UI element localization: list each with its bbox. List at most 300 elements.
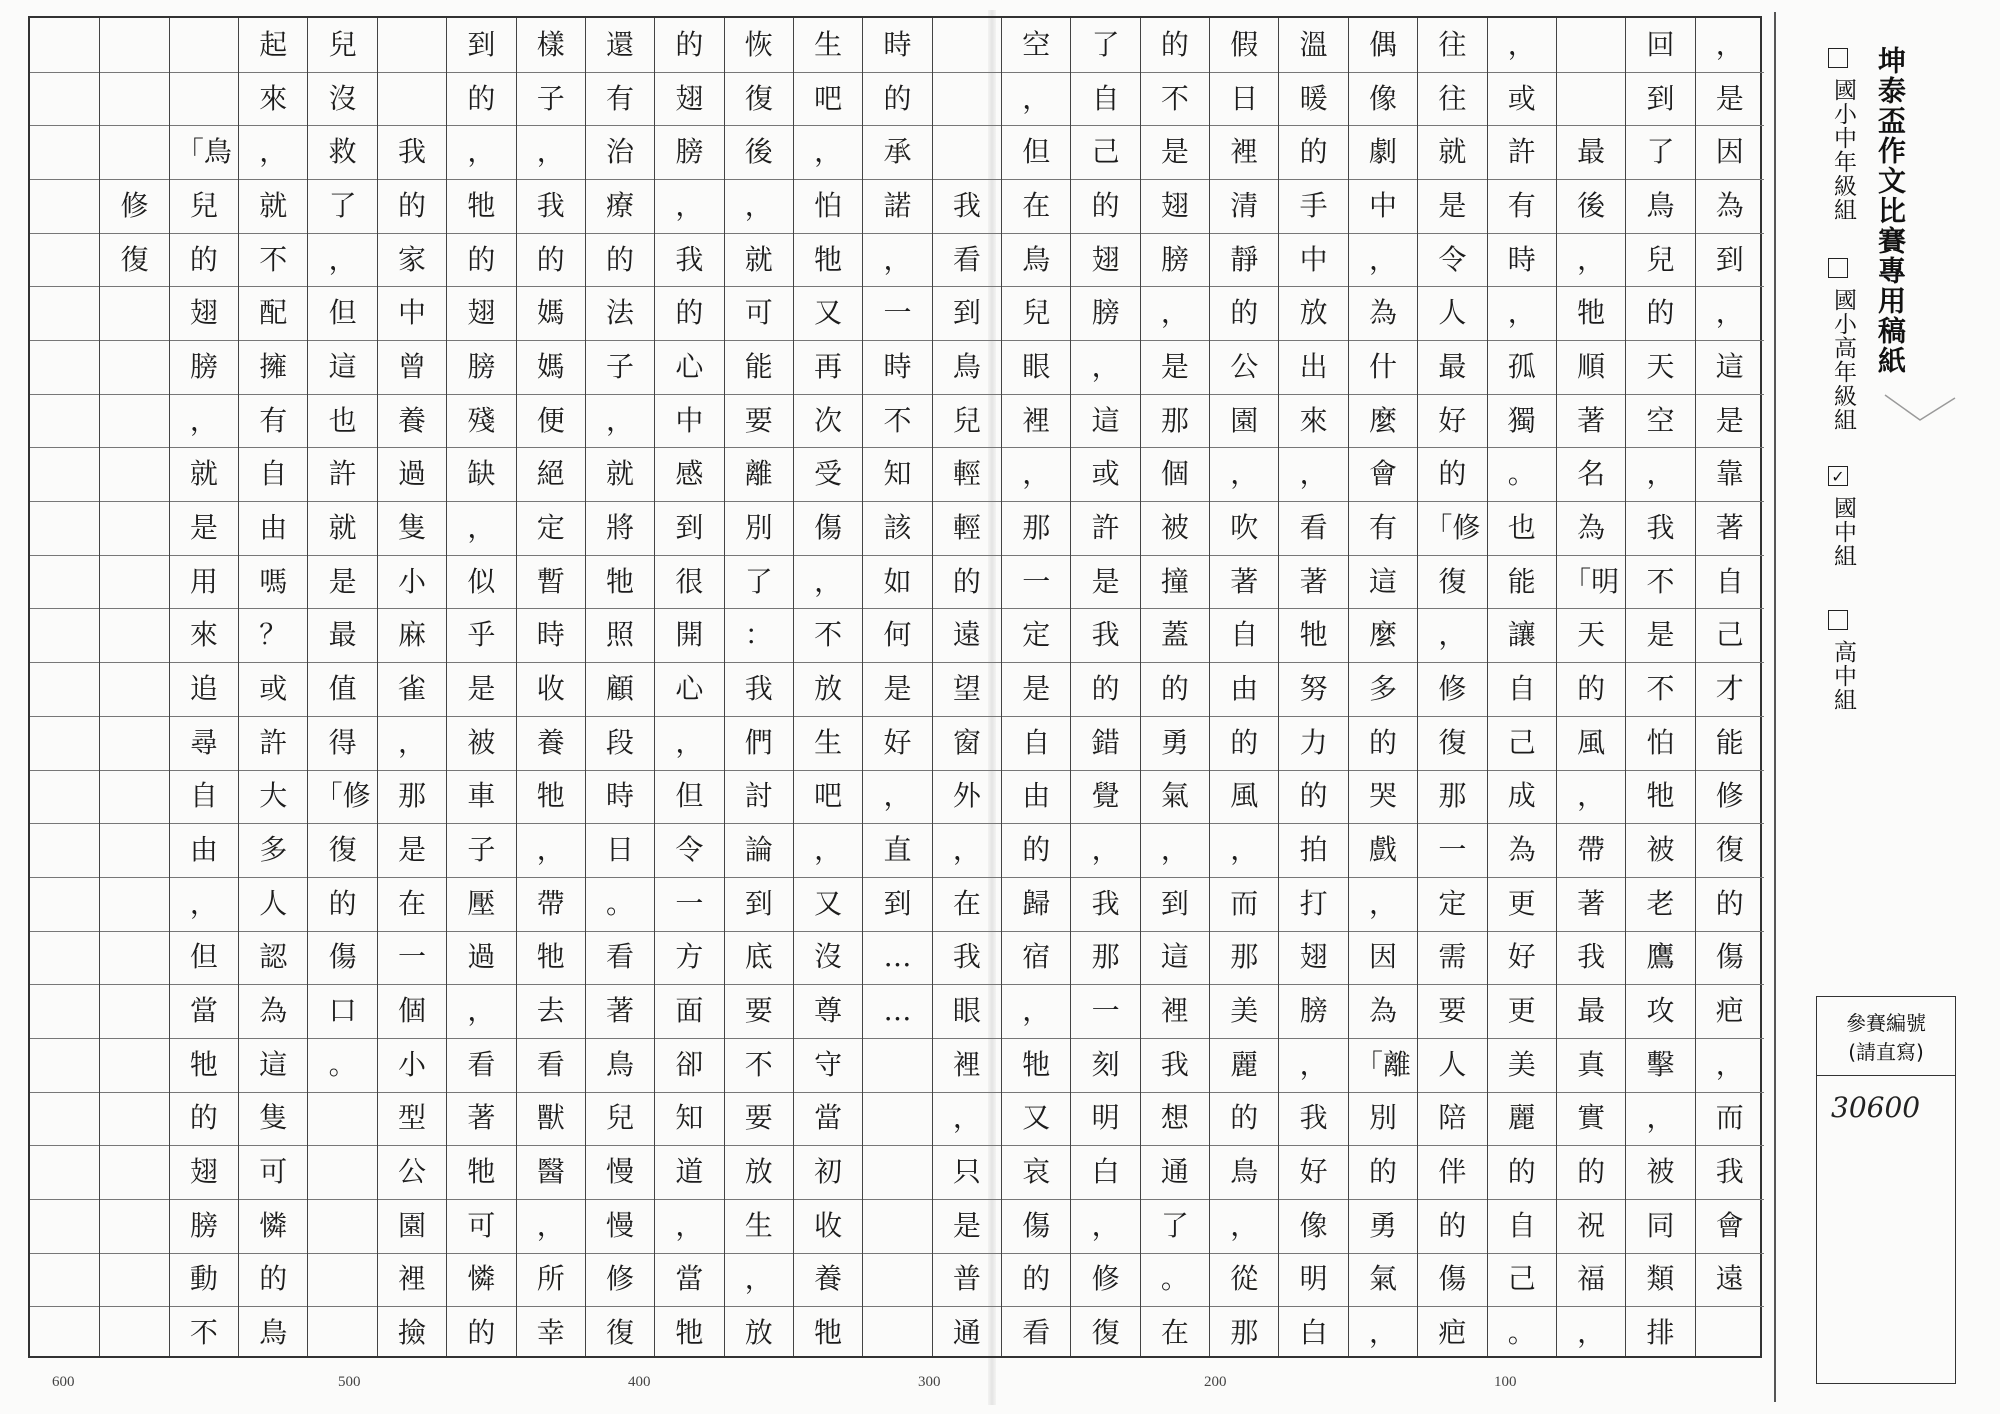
grid-cell bbox=[100, 286, 168, 340]
grid-cell: 看 bbox=[952, 242, 981, 276]
grid-cell bbox=[863, 1199, 931, 1253]
grid-cell: 的 bbox=[189, 242, 218, 276]
grid-cell: 修 bbox=[1715, 779, 1744, 813]
grid-cell: 。 bbox=[1160, 1262, 1189, 1296]
grid-cell: 。 bbox=[1507, 457, 1536, 491]
grid-cell: … bbox=[883, 994, 912, 1028]
grid-cell: 或 bbox=[1091, 457, 1120, 491]
grid-cell: ， bbox=[467, 135, 496, 169]
grid-cell: 通 bbox=[952, 1316, 981, 1350]
grid-cell: ， bbox=[467, 994, 496, 1028]
grid-cell: 往 bbox=[1438, 27, 1467, 61]
grid-cell bbox=[100, 1253, 168, 1307]
grid-cell: 由 bbox=[1230, 671, 1259, 705]
checkbox-checked[interactable]: ✓ bbox=[1828, 466, 1848, 486]
grid-cell: 名 bbox=[1577, 457, 1606, 491]
grid-cell: 空 bbox=[1022, 27, 1051, 61]
grid-cell: 「修 bbox=[314, 779, 371, 813]
grid-cell: 雀 bbox=[397, 671, 426, 705]
grid-cell: 的 bbox=[1646, 296, 1675, 330]
grid-cell: 翅 bbox=[1299, 940, 1328, 974]
grid-cell: 一 bbox=[883, 296, 912, 330]
grid-cell: 牠 bbox=[536, 940, 565, 974]
grid-cell: 出 bbox=[1299, 349, 1328, 383]
grid-cell: 天 bbox=[1577, 618, 1606, 652]
grid-cell: 一 bbox=[397, 940, 426, 974]
grid-cell: 牠 bbox=[189, 1047, 218, 1081]
grid-cell: 配 bbox=[259, 296, 288, 330]
checkbox[interactable] bbox=[1828, 258, 1848, 278]
grid-cell: 膀 bbox=[675, 135, 704, 169]
footer-counter-300: 300 bbox=[918, 1374, 941, 1390]
option-elementary-upper[interactable] bbox=[1818, 258, 1858, 432]
grid-cell bbox=[30, 931, 99, 985]
grid-cell: 園 bbox=[1230, 403, 1259, 437]
grid-cell: 但 bbox=[189, 940, 218, 974]
grid-cell: 多 bbox=[1369, 671, 1398, 705]
grid-cell: 祝 bbox=[1577, 1208, 1606, 1242]
grid-cell: 那 bbox=[1022, 510, 1051, 544]
grid-cell: 我 bbox=[536, 188, 565, 222]
grid-cell: 公 bbox=[1230, 349, 1259, 383]
grid-cell: 中 bbox=[1369, 188, 1398, 222]
grid-cell: 擊 bbox=[1646, 1047, 1675, 1081]
option-senior-high[interactable] bbox=[1818, 610, 1858, 712]
grid-cell: 美 bbox=[1507, 1047, 1536, 1081]
grid-cell: 可 bbox=[744, 296, 773, 330]
footer-counter-600: 600 bbox=[52, 1374, 75, 1390]
grid-cell bbox=[100, 18, 168, 72]
grid-cell: 麗 bbox=[1230, 1047, 1259, 1081]
grid-column bbox=[1556, 18, 1625, 1356]
grid-cell bbox=[308, 1306, 376, 1360]
grid-cell bbox=[308, 1092, 376, 1146]
grid-cell: 兒 bbox=[952, 403, 981, 437]
grid-cell: 或 bbox=[259, 671, 288, 705]
grid-cell: 膀 bbox=[189, 349, 218, 383]
grid-column bbox=[307, 18, 376, 1356]
grid-cell: 兒 bbox=[606, 1101, 635, 1135]
grid-cell: 老 bbox=[1646, 886, 1675, 920]
grid-cell: 時 bbox=[536, 618, 565, 652]
grid-cell: ， bbox=[536, 833, 565, 867]
entry-number-header bbox=[1817, 997, 1955, 1076]
grid-cell bbox=[30, 233, 99, 287]
option-elementary-middle[interactable] bbox=[1818, 48, 1858, 222]
grid-cell: 許 bbox=[1507, 135, 1536, 169]
grid-cell: 翅 bbox=[675, 81, 704, 115]
grid-cell: 帶 bbox=[1577, 833, 1606, 867]
grid-cell: 是 bbox=[328, 564, 357, 598]
grid-cell: 也 bbox=[328, 403, 357, 437]
grid-cell: 的 bbox=[397, 188, 426, 222]
grid-cell: 才 bbox=[1715, 671, 1744, 705]
grid-cell: 。 bbox=[328, 1047, 357, 1081]
grid-cell: ， bbox=[606, 403, 635, 437]
grid-cell: 底 bbox=[744, 940, 773, 974]
grid-cell: 鷹 bbox=[1646, 940, 1675, 974]
grid-cell: 面 bbox=[675, 994, 704, 1028]
grid-cell: ， bbox=[1438, 618, 1467, 652]
grid-cell: 勇 bbox=[1369, 1208, 1398, 1242]
grid-cell: 遠 bbox=[952, 618, 981, 652]
grid-cell bbox=[863, 1092, 931, 1146]
grid-cell: 最 bbox=[1577, 135, 1606, 169]
grid-cell: ， bbox=[1577, 242, 1606, 276]
grid-cell: 更 bbox=[1507, 886, 1536, 920]
grid-cell: ， bbox=[1299, 1047, 1328, 1081]
grid-cell: 很 bbox=[675, 564, 704, 598]
grid-cell bbox=[30, 447, 99, 501]
grid-cell: 到 bbox=[744, 886, 773, 920]
grid-cell: 傷 bbox=[814, 510, 843, 544]
grid-cell: 哭 bbox=[1369, 779, 1398, 813]
grid-column bbox=[585, 18, 654, 1356]
grid-cell: 這 bbox=[1369, 564, 1398, 598]
grid-cell: 美 bbox=[1230, 994, 1259, 1028]
grid-column bbox=[30, 18, 99, 1356]
grid-cell: 還 bbox=[606, 27, 635, 61]
grid-cell: 。 bbox=[606, 886, 635, 920]
grid-cell: 被 bbox=[467, 725, 496, 759]
grid-cell: 生 bbox=[814, 725, 843, 759]
grid-cell: 沒 bbox=[814, 940, 843, 974]
grid-cell: 的 bbox=[1299, 135, 1328, 169]
grid-cell bbox=[30, 340, 99, 394]
grid-cell bbox=[30, 1253, 99, 1307]
grid-cell: 開 bbox=[675, 618, 704, 652]
grid-cell: 的 bbox=[1438, 457, 1467, 491]
grid-cell: ， bbox=[1160, 833, 1189, 867]
grid-cell: 吹 bbox=[1230, 510, 1259, 544]
grid-cell bbox=[100, 447, 168, 501]
grid-cell: 就 bbox=[1438, 135, 1467, 169]
grid-cell: ， bbox=[1091, 349, 1120, 383]
grid-cell: ， bbox=[1022, 457, 1051, 491]
grid-cell bbox=[863, 1253, 931, 1307]
grid-cell: 日 bbox=[1230, 81, 1259, 115]
grid-cell: 自 bbox=[189, 779, 218, 813]
grid-cell: 帶 bbox=[536, 886, 565, 920]
grid-cell: 靜 bbox=[1230, 242, 1259, 276]
grid-cell bbox=[100, 608, 168, 662]
grid-cell: 己 bbox=[1715, 618, 1744, 652]
grid-cell: 能 bbox=[1507, 564, 1536, 598]
grid-cell: 吧 bbox=[814, 779, 843, 813]
grid-cell: 鳥 bbox=[259, 1316, 288, 1350]
grid-cell: 的 bbox=[675, 296, 704, 330]
grid-cell: ， bbox=[952, 1101, 981, 1135]
grid-cell: 初 bbox=[814, 1155, 843, 1189]
grid-cell: 小 bbox=[397, 564, 426, 598]
grid-cell: 翅 bbox=[189, 296, 218, 330]
grid-cell: 獸 bbox=[536, 1101, 565, 1135]
grid-cell: ， bbox=[1646, 1101, 1675, 1135]
grid-cell: 復 bbox=[1438, 725, 1467, 759]
grid-cell: 著 bbox=[1299, 564, 1328, 598]
grid-cell: ， bbox=[1369, 1316, 1398, 1350]
grid-cell: 回 bbox=[1646, 27, 1675, 61]
grid-cell: 戲 bbox=[1369, 833, 1398, 867]
grid-cell: 的 bbox=[189, 1101, 218, 1135]
grid-cell: 一 bbox=[675, 886, 704, 920]
grid-cell: ， bbox=[814, 135, 843, 169]
grid-cell bbox=[100, 394, 168, 448]
grid-cell: 這 bbox=[1160, 940, 1189, 974]
grid-column bbox=[724, 18, 793, 1356]
grid-cell: 幸 bbox=[536, 1316, 565, 1350]
grid-cell: 像 bbox=[1369, 81, 1398, 115]
grid-cell: 到 bbox=[1715, 242, 1744, 276]
grid-cell: 這 bbox=[1715, 349, 1744, 383]
grid-cell: 去 bbox=[536, 994, 565, 1028]
grid-cell: 鳥 bbox=[606, 1047, 635, 1081]
grid-cell bbox=[863, 1306, 931, 1360]
grid-cell: 好 bbox=[1438, 403, 1467, 437]
footer-counter-400: 400 bbox=[628, 1374, 651, 1390]
grid-cell: 翅 bbox=[1091, 242, 1120, 276]
option-junior-high[interactable] bbox=[1818, 466, 1858, 568]
grid-cell: 的 bbox=[883, 81, 912, 115]
grid-cell: ， bbox=[1160, 296, 1189, 330]
grid-cell: ， bbox=[189, 886, 218, 920]
grid-cell: 自 bbox=[259, 457, 288, 491]
grid-cell: ， bbox=[328, 242, 357, 276]
grid-cell: 沒 bbox=[328, 81, 357, 115]
grid-column bbox=[516, 18, 585, 1356]
grid-cell: 慢 bbox=[606, 1155, 635, 1189]
grid-cell: 暖 bbox=[1299, 81, 1328, 115]
grid-cell: 那 bbox=[1091, 940, 1120, 974]
grid-cell: 憐 bbox=[259, 1208, 288, 1242]
grid-cell: 風 bbox=[1577, 725, 1606, 759]
grid-cell: 牠 bbox=[536, 779, 565, 813]
grid-cell: 有 bbox=[1369, 510, 1398, 544]
grid-cell: 攻 bbox=[1646, 994, 1675, 1028]
grid-cell: ， bbox=[1230, 833, 1259, 867]
grid-cell: 許 bbox=[259, 725, 288, 759]
grid-cell: 起 bbox=[259, 27, 288, 61]
grid-cell: 是 bbox=[1022, 671, 1051, 705]
grid-cell: 到 bbox=[1160, 886, 1189, 920]
grid-cell: 由 bbox=[259, 510, 288, 544]
grid-cell: 大 bbox=[259, 779, 288, 813]
grid-cell bbox=[30, 286, 99, 340]
grid-cell: 刻 bbox=[1091, 1047, 1120, 1081]
grid-cell: 子 bbox=[467, 833, 496, 867]
grid-cell: 定 bbox=[1022, 618, 1051, 652]
grid-cell: … bbox=[883, 940, 912, 974]
grid-cell: 明 bbox=[1299, 1262, 1328, 1296]
grid-cell: 也 bbox=[1507, 510, 1536, 544]
grid-column bbox=[1070, 18, 1139, 1356]
grid-cell: 在 bbox=[1022, 188, 1051, 222]
grid-cell: 己 bbox=[1507, 1262, 1536, 1296]
grid-cell: 為 bbox=[1577, 510, 1606, 544]
grid-cell: 宿 bbox=[1022, 940, 1051, 974]
grid-cell: 自 bbox=[1507, 1208, 1536, 1242]
grid-cell: 心 bbox=[675, 671, 704, 705]
grid-cell bbox=[1557, 18, 1625, 72]
grid-cell: 白 bbox=[1091, 1155, 1120, 1189]
grid-cell: 何 bbox=[883, 618, 912, 652]
grid-cell: 只 bbox=[952, 1155, 981, 1189]
grid-cell: 好 bbox=[1299, 1155, 1328, 1189]
grid-cell: 福 bbox=[1577, 1262, 1606, 1296]
grid-cell: 傷 bbox=[328, 940, 357, 974]
grid-cell: 怕 bbox=[1646, 725, 1675, 759]
grid-cell bbox=[100, 340, 168, 394]
grid-cell: 獨 bbox=[1507, 403, 1536, 437]
grid-cell: 缺 bbox=[467, 457, 496, 491]
grid-cell: 心 bbox=[675, 349, 704, 383]
grid-cell: 復 bbox=[744, 81, 773, 115]
grid-cell bbox=[30, 662, 99, 716]
grid-cell: 的 bbox=[952, 564, 981, 598]
grid-cell: 類 bbox=[1646, 1262, 1675, 1296]
grid-cell: 手 bbox=[1299, 188, 1328, 222]
grid-cell: 動 bbox=[189, 1262, 218, 1296]
grid-cell: 到 bbox=[467, 27, 496, 61]
grid-cell: 的 bbox=[606, 242, 635, 276]
grid-cell: 值 bbox=[328, 671, 357, 705]
grid-column bbox=[1487, 18, 1556, 1356]
grid-cell bbox=[863, 1145, 931, 1199]
grid-cell: 「明 bbox=[1563, 564, 1620, 598]
grid-cell: 我 bbox=[1299, 1101, 1328, 1135]
grid-cell: 著 bbox=[1577, 886, 1606, 920]
grid-cell: 討 bbox=[744, 779, 773, 813]
grid-column bbox=[1140, 18, 1209, 1356]
checkbox[interactable] bbox=[1828, 48, 1848, 68]
grid-cell: 的 bbox=[467, 81, 496, 115]
grid-cell: 看 bbox=[606, 940, 635, 974]
grid-cell: 風 bbox=[1230, 779, 1259, 813]
grid-cell: 要 bbox=[744, 1101, 773, 1135]
grid-cell: 更 bbox=[1507, 994, 1536, 1028]
grid-cell: 時 bbox=[883, 27, 912, 61]
grid-cell: 。 bbox=[1507, 1316, 1536, 1350]
grid-cell: 的 bbox=[1577, 671, 1606, 705]
grid-cell: 直 bbox=[883, 833, 912, 867]
grid-cell bbox=[30, 984, 99, 1038]
grid-cell: 的 bbox=[1577, 1155, 1606, 1189]
option-label: 高中組 bbox=[1830, 640, 1856, 712]
grid-cell: 假 bbox=[1230, 27, 1259, 61]
entry-number-box bbox=[1816, 996, 1956, 1384]
grid-cell: 什 bbox=[1369, 349, 1398, 383]
grid-cell bbox=[100, 1092, 168, 1146]
grid-cell: 但 bbox=[675, 779, 704, 813]
grid-cell: 牠 bbox=[814, 242, 843, 276]
grid-cell: 為 bbox=[1369, 296, 1398, 330]
grid-cell: 勇 bbox=[1160, 725, 1189, 759]
grid-cell: 明 bbox=[1091, 1101, 1120, 1135]
grid-cell: 力 bbox=[1299, 725, 1328, 759]
grid-cell: 的 bbox=[1230, 725, 1259, 759]
grid-cell bbox=[100, 877, 168, 931]
grid-cell: ， bbox=[883, 779, 912, 813]
grid-cell: 我 bbox=[1646, 510, 1675, 544]
grid-cell: 有 bbox=[1507, 188, 1536, 222]
grid-cell: 不 bbox=[1646, 564, 1675, 598]
grid-cell: 己 bbox=[1091, 135, 1120, 169]
manuscript-grid bbox=[28, 16, 1762, 1358]
grid-cell: 會 bbox=[1369, 457, 1398, 491]
entry-number-value[interactable]: 30600 bbox=[1831, 1091, 1921, 1124]
grid-cell: 隻 bbox=[397, 510, 426, 544]
grid-cell: 是 bbox=[397, 833, 426, 867]
grid-cell: 天 bbox=[1646, 349, 1675, 383]
grid-cell: 守 bbox=[814, 1047, 843, 1081]
grid-column bbox=[654, 18, 723, 1356]
grid-cell: 就 bbox=[606, 457, 635, 491]
grid-cell: 用 bbox=[189, 564, 218, 598]
grid-cell bbox=[100, 72, 168, 126]
grid-cell: 隻 bbox=[259, 1101, 288, 1135]
grid-cell: 又 bbox=[1022, 1101, 1051, 1135]
grid-cell: 兒 bbox=[1646, 242, 1675, 276]
grid-cell: 的 bbox=[1230, 296, 1259, 330]
grid-cell: 得 bbox=[328, 725, 357, 759]
grid-cell: ， bbox=[744, 188, 773, 222]
grid-cell: 許 bbox=[1091, 510, 1120, 544]
grid-cell bbox=[1557, 72, 1625, 126]
grid-cell: 在 bbox=[952, 886, 981, 920]
grid-cell bbox=[100, 1199, 168, 1253]
grid-cell: 口 bbox=[328, 994, 357, 1028]
grid-cell: 生 bbox=[814, 27, 843, 61]
grid-cell bbox=[933, 18, 1001, 72]
grid-cell: 樣 bbox=[536, 27, 565, 61]
grid-cell: 公 bbox=[397, 1155, 426, 1189]
grid-cell: 了 bbox=[328, 188, 357, 222]
grid-cell: 最 bbox=[1577, 994, 1606, 1028]
grid-cell: 時 bbox=[883, 349, 912, 383]
grid-column bbox=[1417, 18, 1486, 1356]
grid-cell: 曾 bbox=[397, 349, 426, 383]
grid-cell: 卻 bbox=[675, 1047, 704, 1081]
grid-cell bbox=[100, 716, 168, 770]
grid-cell: 一 bbox=[1022, 564, 1051, 598]
grid-cell bbox=[30, 394, 99, 448]
grid-cell bbox=[100, 1038, 168, 1092]
grid-cell: 法 bbox=[606, 296, 635, 330]
checkbox[interactable] bbox=[1828, 610, 1848, 630]
grid-cell: 膀 bbox=[1160, 242, 1189, 276]
grid-cell: 膀 bbox=[189, 1208, 218, 1242]
grid-cell: 怕 bbox=[814, 188, 843, 222]
grid-cell: 裡 bbox=[1022, 403, 1051, 437]
grid-cell: 麗 bbox=[1507, 1101, 1536, 1135]
grid-cell: 的 bbox=[1022, 1262, 1051, 1296]
grid-cell: 了 bbox=[1646, 135, 1675, 169]
grid-cell: 慢 bbox=[606, 1208, 635, 1242]
grid-cell: ， bbox=[1507, 296, 1536, 330]
grid-cell: ， bbox=[1715, 27, 1744, 61]
grid-cell: 在 bbox=[397, 886, 426, 920]
grid-cell bbox=[933, 125, 1001, 179]
grid-cell: 段 bbox=[606, 725, 635, 759]
grid-cell: 人 bbox=[1438, 296, 1467, 330]
grid-cell: 牠 bbox=[467, 1155, 496, 1189]
grid-cell bbox=[30, 770, 99, 824]
grid-cell: 就 bbox=[328, 510, 357, 544]
grid-cell: 來 bbox=[259, 81, 288, 115]
grid-cell: ， bbox=[1230, 457, 1259, 491]
grid-cell bbox=[100, 501, 168, 555]
grid-cell: ， bbox=[744, 1262, 773, 1296]
